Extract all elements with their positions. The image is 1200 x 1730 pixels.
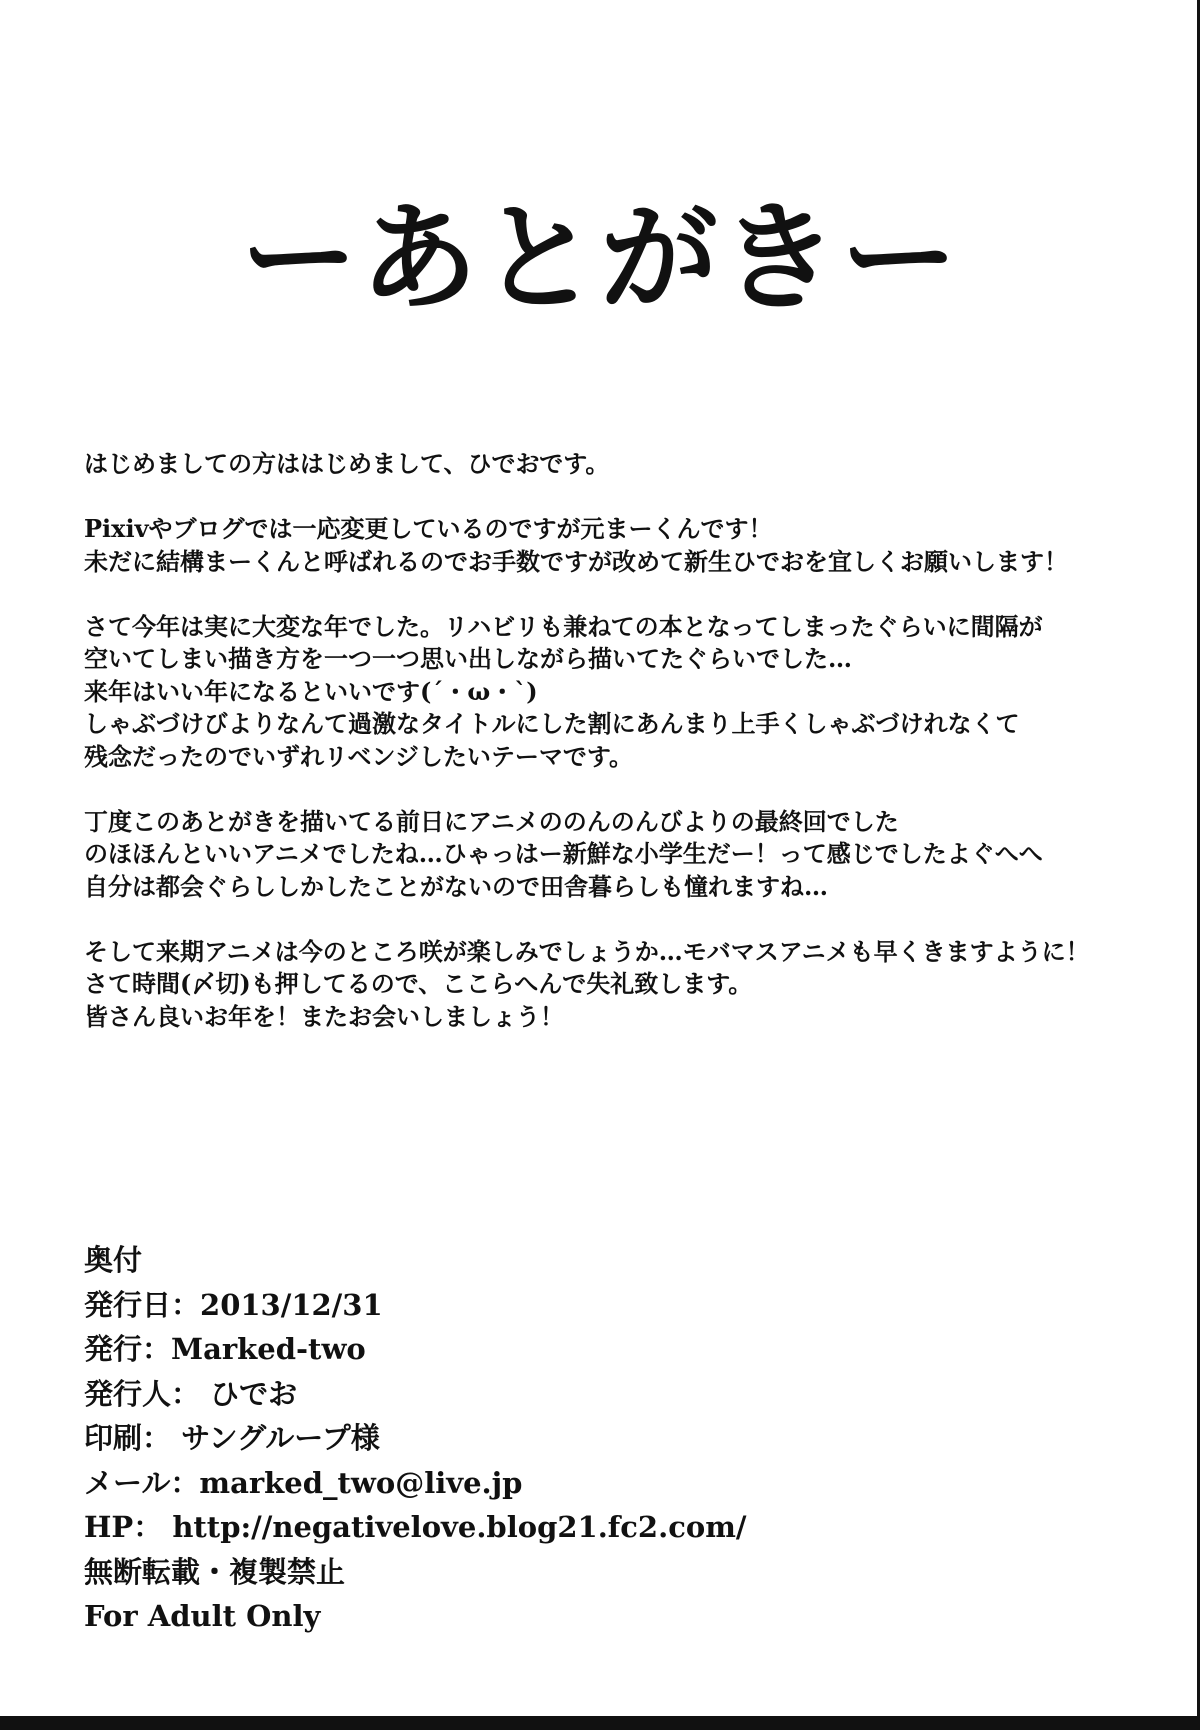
paragraph-this-year (84, 611, 1134, 774)
text-line: 自分は都会ぐらししかしたことがないので田舎暮らしも憧れますね… (84, 871, 828, 901)
colophon-row-publish-date (84, 1283, 984, 1328)
colophon-value: サングループ様 (171, 1421, 380, 1455)
paragraph-greeting (84, 448, 1134, 481)
colophon-row-publisher (84, 1327, 984, 1372)
colophon-label: HP： (84, 1510, 163, 1544)
colophon-label: 発行日： (84, 1287, 201, 1322)
colophon-row-email (84, 1461, 984, 1506)
adult-only-notice: For Adult Only (84, 1599, 321, 1633)
text-line: さて今年は実に大変な年でした。リハビリも兼ねての本となってしまったぐらいに間隔が (84, 611, 1043, 641)
colophon (84, 1238, 984, 1639)
colophon-label: 発行人： (84, 1376, 201, 1411)
text-line: 空いてしまい描き方を一つ一つ思い出しながら描いてたぐらいでした… (84, 644, 852, 673)
paragraph-name-change (84, 513, 1134, 578)
text-line: 未だに結構まーくんと呼ばれるのでお手数ですが改めて新生ひでおを宜しくお願いします！ (84, 546, 1068, 576)
text-line: Pixivやブログでは一応変更しているのですが元まーくんです！ (84, 514, 773, 543)
colophon-email-value: marked_two@live.jp (199, 1465, 523, 1500)
text-line: しゃぶづけびよりなんて過激なタイトルにした割にあんまり上手くしゃぶづけれなくて (84, 709, 1020, 738)
colophon-url-value: http://negativelove.blog21.fc2.com/ (162, 1510, 747, 1544)
scan-edge-bottom (0, 1716, 1200, 1730)
afterword-body (84, 448, 1134, 1066)
text-line: 残念だったのでいずれリベンジしたいテーマです。 (84, 741, 633, 771)
afterword-title: ーあとがきー (239, 189, 960, 327)
reproduction-notice: 無断転載・複製禁止 (84, 1554, 346, 1589)
text-line: 丁度このあとがきを描いてる前日にアニメののんのんびよりの最終回でした (84, 806, 899, 836)
colophon-value: Marked-two (171, 1332, 366, 1366)
colophon-row-homepage (84, 1505, 984, 1550)
colophon-value: 2013/12/31 (200, 1287, 383, 1322)
colophon-heading: 奥付 (84, 1243, 143, 1277)
text-line: 来年はいい年になるといいです(´・ω・`) (84, 676, 538, 706)
text-line: はじめましての方ははじめまして、ひでおです。 (84, 449, 610, 478)
colophon-value: ひでお (200, 1376, 298, 1411)
paragraph-anime (84, 806, 1134, 904)
paragraph-closing (84, 936, 1134, 1034)
colophon-label: メール： (84, 1465, 200, 1500)
text-line: そして来期アニメは今のところ咲が楽しみでしょうか…モバマスアニメも早くきますように！ (84, 936, 1090, 966)
text-line: 皆さん良いお年を！またお会いしましょう！ (84, 1001, 564, 1031)
colophon-row-printer (84, 1416, 984, 1461)
colophon-row-author (84, 1372, 984, 1417)
text-line: のほほんといいアニメでしたね…ひゃっはー新鮮な小学生だー！って感じでしたよぐへへ (84, 839, 1043, 868)
colophon-label: 発行： (84, 1332, 172, 1366)
text-line: さて時間(〆切)も押してるので、ここらへんで失礼致します。 (84, 969, 753, 998)
colophon-label: 印刷： (84, 1421, 172, 1455)
